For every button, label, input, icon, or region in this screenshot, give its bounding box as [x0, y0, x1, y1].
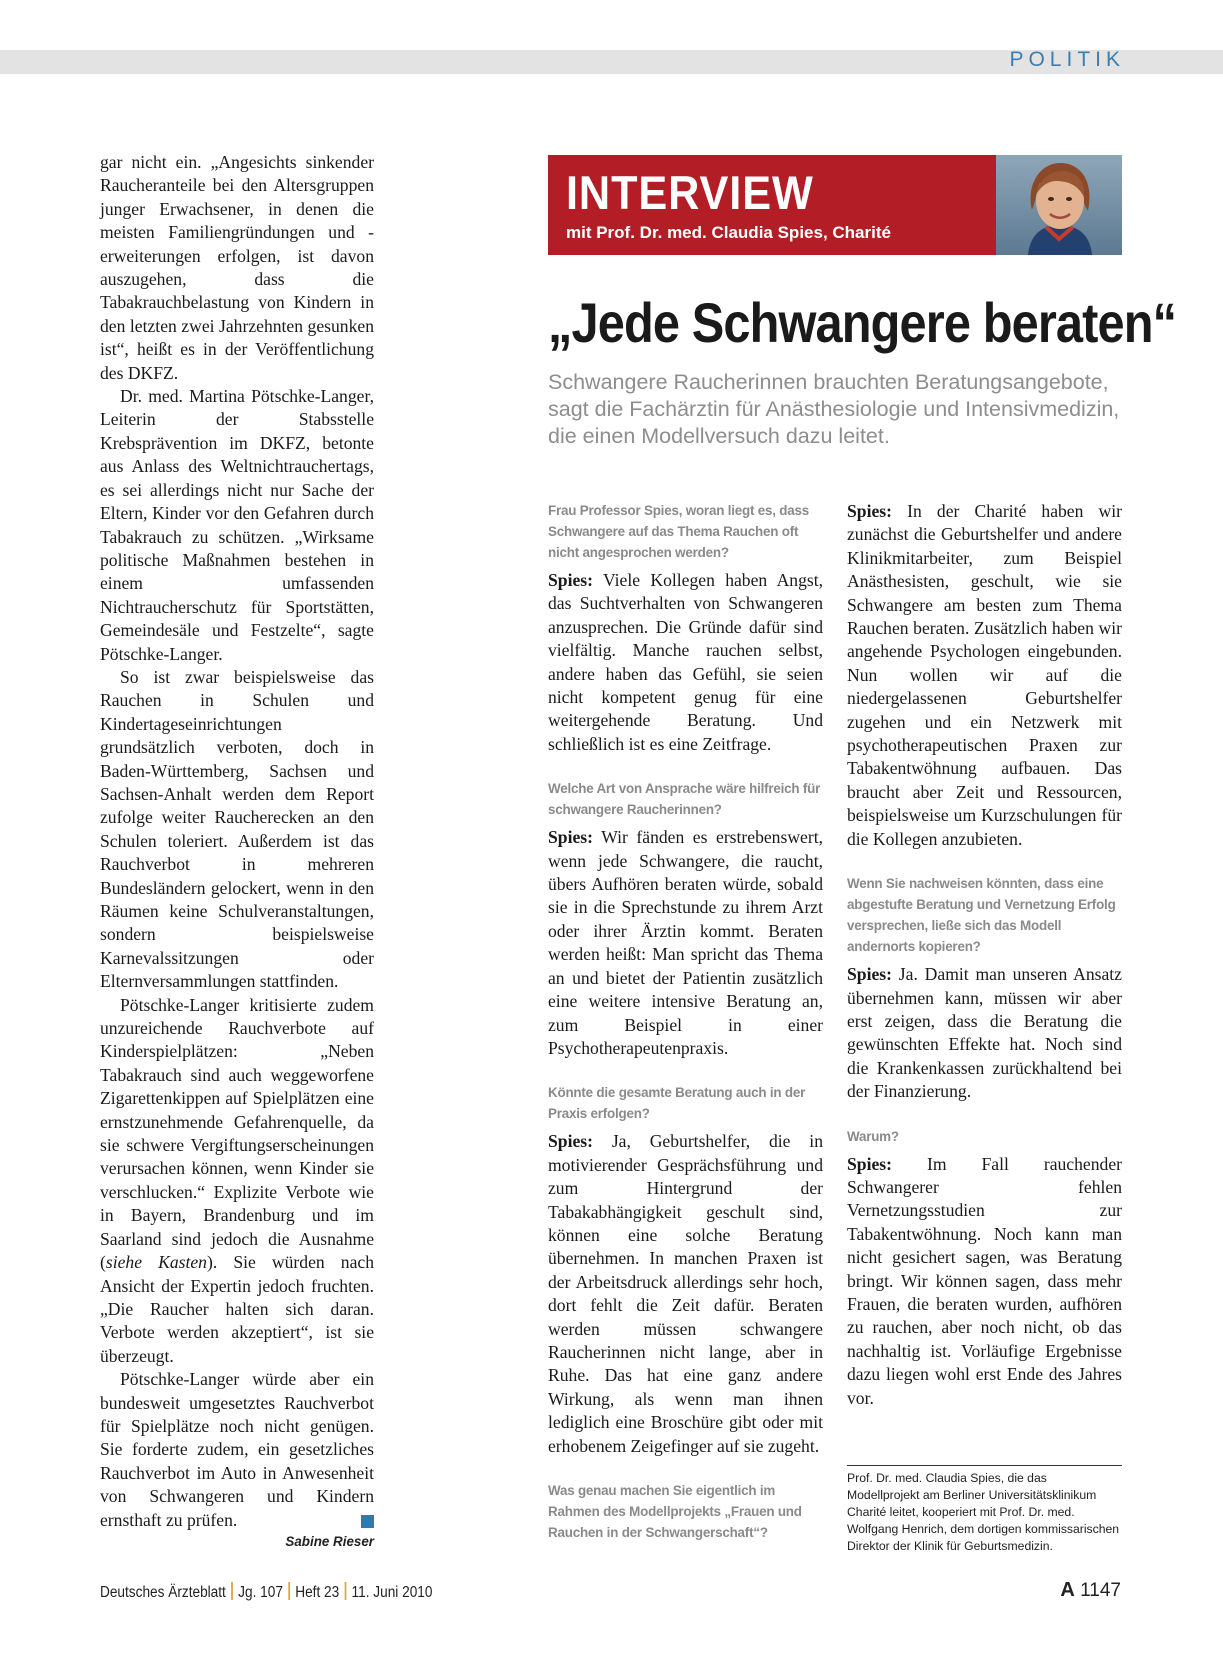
article-paragraph: Dr. med. Martina Pötschke-Langer, Leiterin der Stabsstelle Krebsprävention im DKFZ, betonte aus Anlass des Weltnichtrauchertags, es sei allerdings nicht nur Sache der Eltern, Kinder vor den Gefahren durch Tabakrauch zu schützen. „Wirksame politische Maßnahmen bestehen in einem umfassenden Nichtraucherschutz für Sportstätten, Gemeindesäle und Festzelte“, sagte Pötschke-Langer. [100, 386, 374, 664]
interview-column-right [847, 500, 1122, 1410]
interview-banner [548, 155, 996, 255]
interview-question: Was genau machen Sie eigentlich im Rahmen des Modellprojekts „Frauen und Rauchen in der Schwangerschaft“? [548, 1483, 802, 1540]
volume: Jg. 107 [238, 1584, 283, 1601]
banner-subtitle: mit Prof. Dr. med. Claudia Spies, Charité [566, 223, 891, 242]
speaker-label: Spies: [548, 570, 593, 590]
speaker-label: Spies: [548, 1131, 593, 1152]
interview-answer: Spies: Im Fall rauchender Schwangerer fehlen Vernetzungsstudien zur Tabakentwöhnung. Noch kann man nicht gesichert sagen, was Beratung bringt. Wir können sagen, dass mehr Frauen, die beraten wurden, aufhören zu rauchen, aber noch nicht, ob das nachhaltig ist. Vorläufige Ergebnisse dazu liegen wohl erst Ende des Jahres vor. [847, 1153, 1122, 1408]
article-paragraph: gar nicht ein. „Angesichts sinkender Raucheranteile bei den Altersgruppen junger Erwachsener, in denen die meisten Familiengründungen und -erweiterungen erfolgen, ist davon auszugehen, dass die Tabakrauchbelastung von Kindern in den letzten zwei Jahrzehnten gesunken ist“, heißt es in der Veröffentlichung des DKFZ. [100, 152, 374, 383]
box-reference: siehe Kasten [105, 1252, 207, 1273]
article-paragraph: So ist zwar beispielsweise das Rauchen in Schulen und Kindertageseinrichtungen grundsätzlich verboten, doch in Baden-Württemberg, Sachsen und Sachsen-Anhalt werden dem Report zufolge weiter Raucherecken an den Schulen toleriert. Außerdem ist das Rauchverbot in mehreren Bundesländern gelockert, wenn in den Räumen keine Schulveranstaltungen, sondern beispielsweise Karnevalssitzungen oder Elternversammlungen stattfinden. [100, 666, 374, 992]
interview-answer: Spies: Wir fänden es erstrebenswert, wenn jede Schwangere, die raucht, übers Aufhören beraten würde, sobald sie in die Sprechstunde zu ihrem Arzt oder ihrer Ärztin kommt. Beraten werden heißt: Man spricht das Thema an und bietet der Patientin zusätzlich eine weitere intensive Beratung an, zum Beispiel in einer Psychotherapeutenpraxis. [548, 827, 823, 1058]
interview-question: Wenn Sie nachweisen könnten, dass eine abgestufte Beratung und Vernetzung Erfolg versprechen, ließe sich das Modell andernorts kopieren? [847, 876, 1116, 955]
interview-question: Könnte die gesamte Beratung auch in der Praxis erfolgen? [548, 1085, 806, 1122]
interview-answer: Spies: Ja. Damit man unseren Ansatz übernehmen kann, müssen wir aber erst zeigen, dass die Beratung die gewünschten Effekte hat. Noch sind die Krankenkassen zurückhaltend bei der Finanzierung. [847, 964, 1122, 1102]
interview-answer: Spies: In der Charité haben wir zunächst die Geburtshelfer und andere Klinikmitarbeiter, zum Beispiel Anästhesisten, geschult, wie sie Schwangere am besten zum Thema Rauchen beraten. Zusätzlich haben wir angehende Psychologen eingebunden. Nun wollen wir auf die niedergelassenen Geburtshelfer zugehen und ein Netzwerk mit psychotherapeutischen Praxen zur Tabakentwöhnung aufbauen. Das braucht aber Zeit und Ressourcen, beispielsweise um Kurzschulungen für die Kollegen anzubieten. [847, 501, 1122, 849]
speaker-label: Spies: [847, 501, 892, 521]
speaker-label: Spies: [548, 827, 593, 848]
interview-column-middle [548, 500, 823, 1543]
speaker-label: Spies: [847, 1153, 892, 1174]
speaker-label: Spies: [847, 964, 892, 985]
issue-date: 11. Juni 2010 [351, 1584, 433, 1601]
author-byline: Sabine Rieser [285, 1533, 374, 1549]
interview-question: Warum? [847, 1128, 899, 1144]
interview-answer: Spies: Viele Kollegen haben Angst, das Suchtverhalten von Schwangeren anzusprechen. Die Gründe dafür sind vielfältig. Manche rauchen selbst, andere haben das Gefühl, sie seien nicht kompetent genug für eine weitergehende Beratung. Und schließlich ist es eine Zeitfrage. [548, 570, 823, 754]
end-mark-icon [361, 1515, 374, 1528]
interview-headline: „Jede Schwangere beraten“ [548, 291, 1177, 354]
left-article-column [100, 151, 374, 1549]
article-paragraph: Pötschke-Langer kritisierte zudem unzureichende Rauchverbote auf Kinderspielplätzen: „Neben Tabakrauch sind auch weggeworfene Zigarettenkippen auf Spielplätzen eine ernstzunehmende Gefahrenquelle, da sie schwere Vergiftungserscheinungen verursachen können, wenn Kinder sie verschlucken.“ Explizite Verbote wie in Bayern, Brandenburg und im Saarland sind jedoch die Ausnahme (siehe Kasten). Sie würden nach Ansicht der Expertin jedoch fruchten. „Die Raucher halten sich daran. Verbote werden akzeptiert“, ist sie überzeugt. [100, 994, 374, 1366]
portrait-image [996, 155, 1122, 255]
issue: Heft 23 [295, 1584, 340, 1601]
interview-deck: Schwangere Raucherinnen brauchten Beratungsangebote, sagt die Fachärztin für Anästhesiologie und Intensivmedizin, die einen Modellversuch dazu leitet. [548, 370, 1120, 448]
interview-question: Welche Art von Ansprache wäre hilfreich für schwangere Raucherinnen? [548, 781, 821, 818]
photo-caption: Prof. Dr. med. Claudia Spies, die das Modellprojekt am Berliner Universitätsklinikum Charité leitet, kooperiert mit Prof. Dr. med. Wolfgang Henrich, dem dortigen kommissarischen Direktor der Klinik für Geburtsmedizin. [847, 1465, 1122, 1555]
portrait-photo [996, 155, 1122, 255]
section-label: POLITIK [1009, 48, 1125, 71]
interview-answer: Spies: Ja, Geburtshelfer, die in motivierender Gesprächsführung und zum Hintergrund der Tabakabhängigkeit geschult sind, können eine solche Beratung übernehmen. In manchen Praxen ist der Arbeitsdruck allerdings sehr hoch, dort fehlt die Zeit dafür. Beraten werden müssen schwangere Raucherinnen nicht lange, aber in Ruhe. Das hat eine ganz andere Wirkung, als wenn man ihnen lediglich eine Broschüre gibt oder mit erhobenem Zeigefinger auf sie zugeht. [548, 1131, 823, 1456]
footer-citation [100, 1582, 432, 1602]
interview-question: Frau Professor Spies, woran liegt es, dass Schwangere auf das Thema Rauchen oft nicht angesprochen werden? [548, 503, 809, 560]
journal-name: Deutsches Ärzteblatt [100, 1584, 226, 1601]
article-paragraph: Pötschke-Langer würde aber ein bundesweit umgesetztes Rauchverbot für Spielplätze noch nicht genügen. Sie forderte zudem, ein gesetzliches Rauchverbot im Auto in Anwesenheit von Schwangeren und Kindern ernsthaft zu prüfen. [100, 1369, 374, 1530]
page-number: A 1147 [1060, 1579, 1121, 1601]
banner-title: INTERVIEW [566, 166, 814, 219]
